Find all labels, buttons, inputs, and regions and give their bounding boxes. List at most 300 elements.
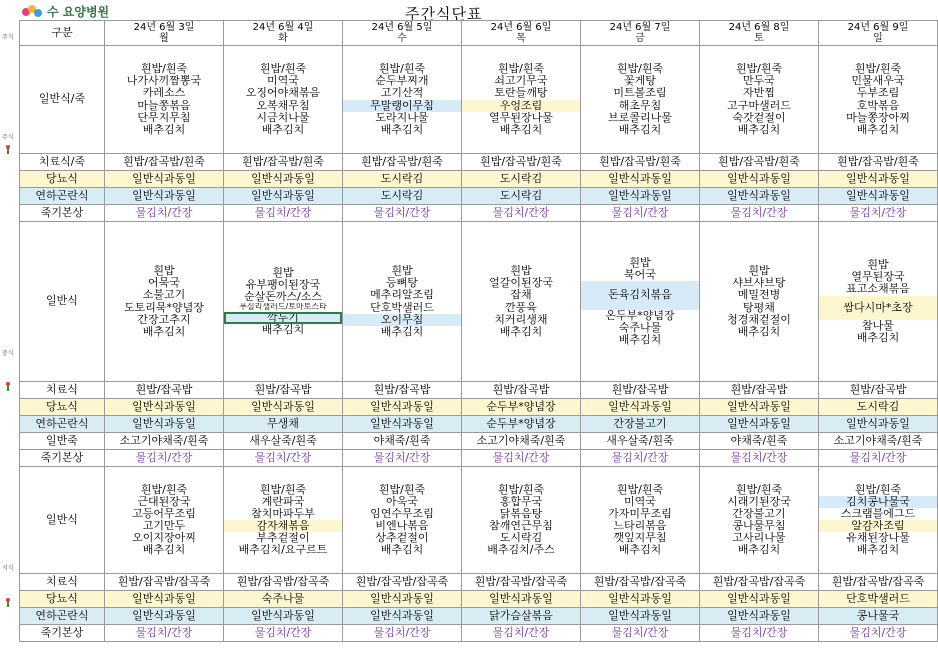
dish: 깐풍육 [505,301,537,314]
dish: 배추김치 [499,123,543,136]
dish: 배추김치 [380,325,424,338]
dish: 꽃게탕 [624,75,656,88]
dish: 배추김치 [380,544,424,557]
menu-cell[interactable]: 무생채 [224,416,343,433]
menu-cell[interactable] [581,467,700,574]
menu-cell[interactable]: 흰밥/잡곡밥/흰죽 [343,154,462,171]
day-header [105,21,224,46]
menu-cell[interactable]: 흰밥/잡곡밥 [581,382,700,399]
dish: 비엔나볶음 [375,520,429,532]
row-label: 치료식 [20,574,105,591]
menu-cell[interactable]: 흰밥/잡곡밥/흰죽 [462,154,581,171]
menu-cell[interactable]: 일반식과동일 [819,416,938,433]
dish: 배추김치 [618,544,662,557]
dish: 만두국 [743,75,775,88]
menu-cell[interactable]: 일반식과동일 [819,171,938,188]
dish: 흰밥/흰죽 [735,483,783,496]
menu-cell[interactable]: 일반식과동일 [343,591,462,608]
menu-cell[interactable]: 소고기야채죽/흰죽 [819,433,938,450]
menu-cell[interactable]: 일반식과동일 [581,608,700,625]
menu-cell[interactable]: 물김치/간장 [224,205,343,222]
dish: 마늘쫑장아찌 [846,111,910,124]
menu-cell[interactable]: 닭가슴살볶음 [462,608,581,625]
dish: 어묵국 [148,277,180,290]
dish: 흰밥 [867,259,889,272]
menu-cell[interactable]: 흰밥/잡곡밥/흰죽 [819,154,938,171]
menu-cell[interactable]: 물김치/간장 [819,625,938,642]
dish: 도라지나물 [375,111,429,124]
dish: 고구마샐러드 [727,99,791,112]
menu-cell[interactable]: 물김치/간장 [224,625,343,642]
dish: 호박볶음 [856,99,900,112]
dish: 두부조림 [856,87,900,100]
row-label: 연하곤란식 [20,416,105,433]
dish: 메밀전병 [737,289,781,302]
dish: 흰밥 [748,265,770,278]
dish-highlighted: 우엉조림 [462,100,580,112]
menu-cell[interactable]: 일반식과동일 [343,416,462,433]
dinner-therapy-row [20,574,938,591]
menu-cell[interactable]: 물김치/간장 [105,205,224,222]
menu-cell[interactable]: 물김치/간장 [462,205,581,222]
menu-cell[interactable] [224,467,343,574]
page-title: 주간식단표 [405,5,483,23]
dish: 배추김치/주스 [487,544,555,557]
menu-cell[interactable]: 흰밥/잡곡밥/흰죽 [224,154,343,171]
menu-cell[interactable]: 도시락김 [819,399,938,416]
menu-cell[interactable] [462,222,581,382]
dish: 샤브샤브탕 [732,277,786,290]
dish: 흰밥 [510,265,532,278]
dish-highlighted: 돈육김치볶음 [581,281,699,309]
dish: 배추김치 [856,544,900,557]
dinner-main-row [20,467,938,574]
dish: 배추김치 [856,331,900,344]
breakfast-dysphagia-row [20,188,938,205]
menu-cell[interactable] [343,467,462,574]
dish: 고기산적 [380,87,424,100]
dish: 흰밥/흰죽 [259,63,307,76]
day-date: 24년 6월 9일 [847,22,909,33]
menu-cell[interactable]: 일반식과동일 [700,399,819,416]
dish: 배추김치 [142,544,186,557]
dish: 숙갓겉절이 [732,111,786,124]
row-label: 죽기본상 [20,205,105,222]
row-margin [0,20,19,660]
dish: 흰밥/흰죽 [616,63,664,76]
lunch-porridge-base-row [20,450,938,467]
dish: 배추김치 [142,325,186,338]
menu-cell[interactable] [105,467,224,574]
dish: 흰밥 [391,265,413,278]
dish: 배추김치 [618,333,662,346]
dish: 브로콜리나물 [608,111,672,124]
menu-cell[interactable]: 일반식과동일 [105,416,224,433]
dish: 얼갈이된장국 [489,277,553,290]
menu-cell[interactable]: 순두부*양념장 [462,416,581,433]
menu-cell[interactable] [343,222,462,382]
lunch-therapy-row [20,382,938,399]
dish: 콩나물무침 [732,520,786,532]
day-date: 24년 6월 4일 [252,22,314,33]
menu-cell[interactable]: 흰밥/잡곡밥 [105,382,224,399]
dish: 가자미무조림 [608,507,672,520]
dish: 흰밥/흰죽 [259,483,307,496]
dish: 푸실리샐러드/토마토스타 [239,303,327,312]
dish: 흰밥/흰죽 [378,483,426,496]
dish: 흰밥/흰죽 [497,483,545,496]
flower-icon [5,598,11,607]
day-header [700,21,819,46]
menu-cell[interactable]: 일반식과동일 [105,399,224,416]
dish: 느타리볶음 [613,520,667,532]
menu-cell[interactable]: 일반식과동일 [224,171,343,188]
dish-highlighted: 알감자조림 [819,520,937,532]
menu-cell[interactable]: 도시락김 [343,188,462,205]
day-of-week: 토 [754,33,764,44]
menu-cell[interactable]: 물김치/간장 [343,450,462,467]
lunch-diabetic-row [20,399,938,416]
dish: 배추김치 [261,123,305,136]
row-label: 당뇨식 [20,399,105,416]
dish: 상추겉절이 [375,532,429,545]
menu-cell[interactable]: 흰밥/잡곡밥/잡곡죽 [343,574,462,591]
dish: 참깨연근무침 [489,520,553,532]
row-label: 죽기본상 [20,450,105,467]
dinner-dysphagia-row [20,608,938,625]
menu-cell[interactable]: 흰밥/잡곡밥/잡곡죽 [462,574,581,591]
menu-cell[interactable]: 일반식과동일 [224,188,343,205]
dish: 참나물 [862,319,894,332]
menu-cell[interactable]: 일반식과동일 [581,171,700,188]
dish: 흰밥/흰죽 [378,63,426,76]
header-corner: 구분 [20,21,105,46]
side-label-lunch: 중식 [2,350,14,357]
dish: 고기만두 [142,520,186,532]
menu-cell[interactable]: 단호박샐러드 [819,591,938,608]
menu-cell[interactable]: 일반식과동일 [581,188,700,205]
dish-highlighted: 쌈다시마*초장 [819,296,937,320]
side-label-breakfast: 주식 [2,34,14,41]
menu-cell[interactable] [819,46,938,154]
dish: 배추김치 [142,123,186,136]
menu-cell[interactable]: 흰밥/잡곡밥/흰죽 [581,154,700,171]
dish: 흰밥 [629,257,651,270]
menu-cell[interactable]: 순두부*양념장 [462,399,581,416]
menu-cell[interactable]: 물김치/간장 [581,450,700,467]
dish: 깻잎지무침 [613,532,667,545]
dish: 순두부찌개 [375,75,429,88]
dish-highlighted: 김치콩나물국 [819,496,937,508]
menu-cell[interactable] [105,222,224,382]
dish: 흰밥/흰죽 [140,483,188,496]
menu-cell[interactable]: 흰밥/잡곡밥 [224,382,343,399]
menu-cell[interactable]: 소고기야채죽/흰죽 [105,433,224,450]
row-label: 치료식 [20,382,105,399]
menu-cell[interactable] [224,222,343,382]
menu-cell[interactable] [462,46,581,154]
menu-cell[interactable]: 일반식과동일 [700,188,819,205]
menu-cell[interactable]: 물김치/간장 [105,450,224,467]
dish: 흰밥 [272,266,294,279]
menu-cell[interactable] [343,46,462,154]
dish: 고사리나물 [732,532,786,545]
menu-cell[interactable]: 물김치/간장 [700,450,819,467]
menu-cell[interactable] [105,46,224,154]
row-label-lunch-main: 일반식 [20,222,105,382]
menu-cell[interactable]: 콩나물국 [819,608,938,625]
day-of-week: 월 [159,33,169,44]
menu-cell[interactable]: 물김치/간장 [581,625,700,642]
dish: 배추김치 [737,123,781,136]
row-label: 연하곤란식 [20,188,105,205]
menu-cell[interactable]: 일반식과동일 [105,608,224,625]
menu-cell[interactable]: 야채죽/흰죽 [700,433,819,450]
menu-cell[interactable]: 흰밥/잡곡밥/잡곡죽 [581,574,700,591]
dish: 흰밥/흰죽 [735,63,783,76]
dish: 등뼈탕 [386,277,418,290]
dish: 흰밥/흰죽 [854,63,902,76]
side-label-dinner: 석식 [2,565,14,572]
dish: 배추김치 [618,123,662,136]
dish: 배추김치 [380,123,424,136]
dish-highlighted: 감자채볶음 [224,520,342,532]
row-label: 치료식/죽 [20,154,105,171]
menu-cell[interactable]: 도시락김 [462,188,581,205]
dish: 치커리생채 [494,313,548,326]
dish: 배추김치 [737,325,781,338]
dish: 숙주나물 [618,321,662,334]
dinner-diabetic-row [20,591,938,608]
dish: 표고소채볶음 [846,283,910,296]
menu-cell[interactable]: 물김치/간장 [819,450,938,467]
menu-cell[interactable] [819,222,938,382]
menu-cell[interactable]: 일반식과동일 [700,416,819,433]
menu-cell[interactable]: 일반식과동일 [105,591,224,608]
dish: 토란들깨탕 [494,87,548,100]
dish: 도시락김 [499,532,543,545]
dish: 배추김치 [856,123,900,136]
menu-cell[interactable] [819,467,938,574]
menu-cell[interactable]: 일반식과동일 [105,171,224,188]
day-of-week: 수 [397,33,407,44]
dish: 참치마파두부 [251,507,315,520]
menu-cell[interactable]: 물김치/간장 [700,205,819,222]
dish: 순살돈까스/소스 [243,291,323,304]
dish: 임연수무조림 [370,507,434,520]
dish: 잡채 [510,289,532,302]
dish: 미역국 [624,495,656,508]
day-header [581,21,700,46]
breakfast-therapy-row [20,154,938,171]
dish: 북어국 [624,269,656,282]
menu-cell[interactable]: 흰밥/잡곡밥/흰죽 [700,154,819,171]
dish: 닭볶음탕 [499,507,543,520]
lunch-dysphagia-row [20,416,938,433]
menu-cell[interactable]: 야채죽/흰죽 [343,433,462,450]
day-header [343,21,462,46]
menu-cell[interactable]: 흰밥/잡곡밥 [819,382,938,399]
menu-cell[interactable]: 일반식과동일 [224,399,343,416]
menu-cell[interactable]: 물김치/간장 [224,450,343,467]
day-of-week: 화 [278,33,288,44]
menu-cell[interactable]: 소고기야채죽/흰죽 [462,433,581,450]
dish: 단호박샐러드 [370,301,434,314]
dish: 오이지장아찌 [132,532,196,545]
dish: 해초무침 [618,99,662,112]
dish: 자반찜 [743,87,775,100]
row-label: 일반죽 [20,433,105,450]
dish-selected: 깍두기 [224,312,342,324]
menu-cell[interactable]: 물김치/간장 [343,205,462,222]
menu-cell[interactable]: 새우살죽/흰죽 [224,433,343,450]
flower-icon [5,382,11,391]
dish: 홍합무국 [499,495,543,508]
menu-cell[interactable]: 일반식과동일 [462,591,581,608]
menu-cell[interactable] [581,222,700,382]
dish: 카레소스 [142,87,186,100]
menu-cell[interactable]: 일반식과동일 [105,188,224,205]
dish: 간장불고기 [732,507,786,520]
dish: 흰밥 [153,265,175,278]
day-header [224,21,343,46]
dish: 흰밥/흰죽 [854,483,902,496]
menu-cell[interactable] [700,46,819,154]
day-date: 24년 6월 3일 [133,22,195,33]
dish: 시금치나물 [256,111,310,124]
dish: 유부팽이된장국 [245,278,321,291]
dish: 탕평채 [743,301,775,314]
logo-text: 수 요양병원 [47,4,110,19]
day-of-week: 일 [873,33,883,44]
menu-cell[interactable]: 일반식과동일 [343,399,462,416]
logo-flower-icon [22,4,44,18]
dish: 열무된장나물 [489,111,553,124]
dish: 소불고기 [142,289,186,302]
dish: 배추김치 [499,325,543,338]
menu-cell[interactable]: 물김치/간장 [343,625,462,642]
breakfast-diabetic-row [20,171,938,188]
dish: 온두부*양념장 [605,309,675,322]
row-label-breakfast-main: 일반식/죽 [20,46,105,154]
dish: 단무지무침 [137,111,191,124]
day-date: 24년 6월 5일 [371,22,433,33]
menu-cell[interactable]: 일반식과동일 [581,591,700,608]
dish: 마늘쫑볶음 [137,99,191,112]
menu-cell[interactable] [462,467,581,574]
menu-cell[interactable] [700,467,819,574]
dish: 오복채무침 [256,99,310,112]
dish: 아욱국 [386,495,418,508]
dish: 흰밥/흰죽 [616,483,664,496]
menu-cell[interactable]: 일반식과동일 [700,608,819,625]
menu-cell[interactable] [224,46,343,154]
menu-cell[interactable]: 일반식과동일 [343,608,462,625]
dish: 열무된장국 [851,271,905,284]
menu-cell[interactable]: 일반식과동일 [224,608,343,625]
menu-cell[interactable]: 흰밥/잡곡밥 [700,382,819,399]
lunch-porridge-row [20,433,938,450]
dish: 부추겉절이 [256,532,310,545]
menu-cell[interactable] [700,222,819,382]
hospital-logo [22,2,109,20]
menu-cell[interactable]: 새우살죽/흰죽 [581,433,700,450]
menu-cell[interactable]: 도시락김 [462,171,581,188]
day-date: 24년 6월 8일 [728,22,790,33]
dish: 계란파국 [261,495,305,508]
menu-cell[interactable]: 흰밥/잡곡밥/잡곡죽 [819,574,938,591]
menu-cell[interactable]: 물김치/간장 [581,205,700,222]
dish: 청경채겉절이 [727,313,791,326]
menu-cell[interactable]: 물김치/간장 [819,205,938,222]
breakfast-main-row [20,46,938,154]
dish: 민물새우국 [851,75,905,88]
menu-cell[interactable]: 흰밥/잡곡밥/잡곡죽 [105,574,224,591]
menu-cell[interactable]: 흰밥/잡곡밥/잡곡죽 [700,574,819,591]
menu-cell[interactable]: 일반식과동일 [700,591,819,608]
row-label: 당뇨식 [20,171,105,188]
day-of-week: 목 [516,33,526,44]
dish: 스크램블에그드 [840,507,916,520]
day-header [462,21,581,46]
dish: 고등어무조림 [132,507,196,520]
dish: 배추김치 [737,544,781,557]
menu-cell[interactable]: 물김치/간장 [462,450,581,467]
menu-cell[interactable]: 물김치/간장 [700,625,819,642]
day-of-week: 금 [635,33,645,44]
menu-cell[interactable]: 흰밥/잡곡밥/잡곡죽 [224,574,343,591]
menu-cell[interactable]: 물김치/간장 [105,625,224,642]
dish: 시래기된장국 [727,495,791,508]
menu-cell[interactable] [581,46,700,154]
day-header [819,21,938,46]
dish: 간장고추지 [137,313,191,326]
dinner-porridge-base-row [20,625,938,642]
dish: 미트볼조림 [613,87,667,100]
dish: 도토리묵*양념장 [124,301,204,314]
menu-cell[interactable]: 흰밥/잡곡밥 [462,382,581,399]
menu-cell[interactable]: 일반식과동일 [581,399,700,416]
weekly-menu-table [19,20,938,642]
row-label-dinner-main: 일반식 [20,467,105,574]
row-label: 당뇨식 [20,591,105,608]
dish: 배추김치 [261,324,305,337]
dish: 쇠고기무국 [494,75,548,88]
menu-cell[interactable]: 일반식과동일 [819,188,938,205]
lunch-main-row [20,222,938,382]
menu-cell[interactable]: 도시락김 [343,171,462,188]
dish: 흰밥/흰죽 [140,63,188,76]
header-row [20,21,938,46]
dish: 미역국 [267,75,299,88]
dish: 나가사끼짬뽕국 [126,75,202,88]
dish: 유채된장나물 [846,532,910,545]
menu-cell[interactable]: 흰밥/잡곡밥 [343,382,462,399]
dish: 메추리알조림 [370,289,434,302]
menu-cell[interactable]: 숙주나물 [224,591,343,608]
menu-cell[interactable]: 흰밥/잡곡밥/흰죽 [105,154,224,171]
day-date: 24년 6월 7일 [609,22,671,33]
menu-cell[interactable]: 물김치/간장 [462,625,581,642]
breakfast-porridge-base-row [20,205,938,222]
dish: 배추김치/요구르트 [238,544,328,557]
menu-cell[interactable]: 간장불고기 [581,416,700,433]
menu-cell[interactable]: 일반식과동일 [700,171,819,188]
dish: 흰밥/흰죽 [497,63,545,76]
flower-icon [5,145,11,154]
day-date: 24년 6월 6일 [490,22,552,33]
dish: 근대된장국 [137,495,191,508]
